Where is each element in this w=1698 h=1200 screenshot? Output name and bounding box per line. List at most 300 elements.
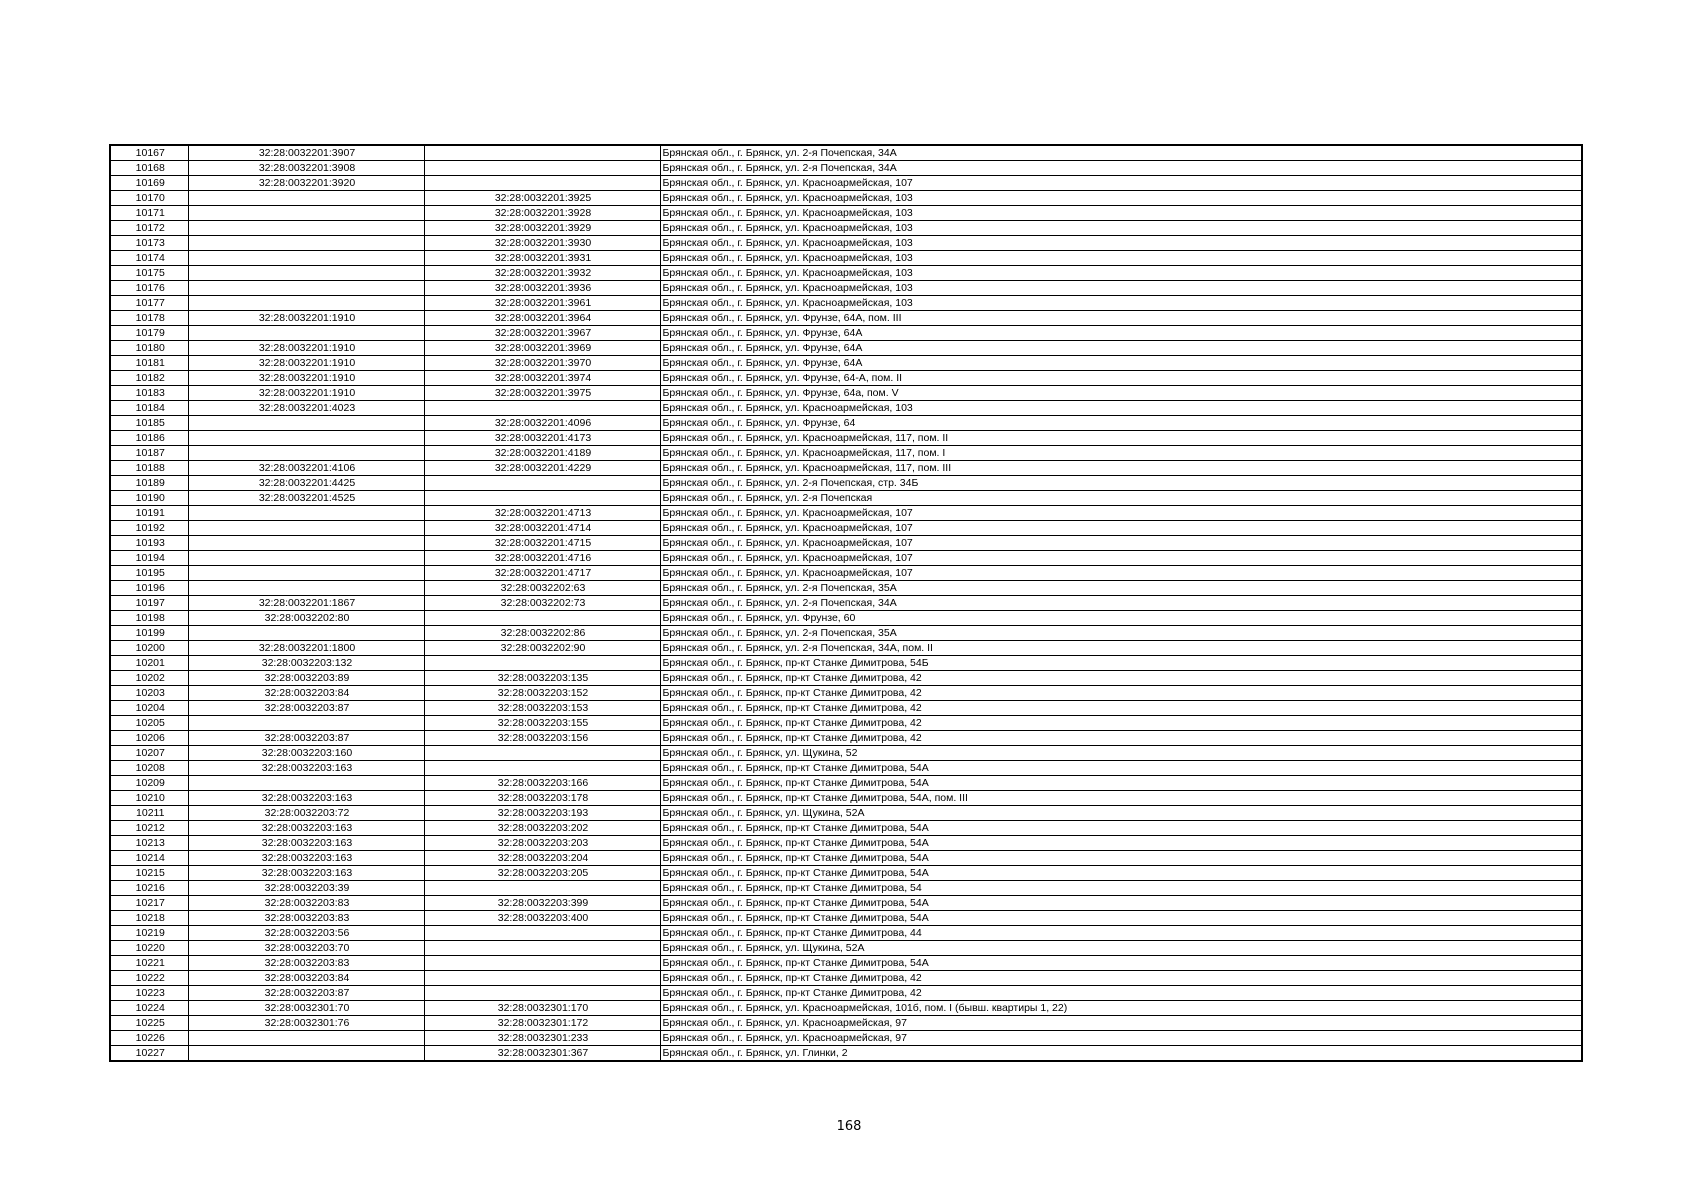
table-row — [110, 821, 1582, 836]
object-cadastral-number-cell: 32:28:0032201:3974 — [424, 371, 660, 386]
object-cadastral-number-cell — [424, 881, 660, 896]
cadastral-number-cell — [188, 1046, 424, 1062]
cadastral-number-cell: 32:28:0032203:163 — [188, 791, 424, 806]
object-cadastral-number-cell: 32:28:0032301:233 — [424, 1031, 660, 1046]
row-number-cell: 10192 — [110, 521, 188, 536]
object-cadastral-number-cell: 32:28:0032202:73 — [424, 596, 660, 611]
address-cell: Брянская обл., г. Брянск, ул. Красноармейская, 103 — [660, 221, 1582, 236]
row-number-cell: 10211 — [110, 806, 188, 821]
address-cell: Брянская обл., г. Брянск, ул. 2-я Почепская, стр. 34Б — [660, 476, 1582, 491]
row-number-cell: 10223 — [110, 986, 188, 1001]
row-number-cell: 10188 — [110, 461, 188, 476]
table-row — [110, 941, 1582, 956]
row-number-cell: 10218 — [110, 911, 188, 926]
object-cadastral-number-cell: 32:28:0032203:400 — [424, 911, 660, 926]
address-cell: Брянская обл., г. Брянск, ул. 2-я Почепская, 35А — [660, 626, 1582, 641]
object-cadastral-number-cell: 32:28:0032301:172 — [424, 1016, 660, 1031]
cadastral-number-cell — [188, 191, 424, 206]
cadastral-number-cell: 32:28:0032203:56 — [188, 926, 424, 941]
cadastral-number-cell: 32:28:0032203:89 — [188, 671, 424, 686]
table-row — [110, 626, 1582, 641]
table-row — [110, 401, 1582, 416]
table-row — [110, 356, 1582, 371]
table-row — [110, 746, 1582, 761]
table-row — [110, 281, 1582, 296]
cadastral-number-cell: 32:28:0032203:83 — [188, 896, 424, 911]
address-cell: Брянская обл., г. Брянск, ул. Фрунзе, 64А — [660, 356, 1582, 371]
address-cell: Брянская обл., г. Брянск, ул. Красноармейская, 107 — [660, 551, 1582, 566]
address-cell: Брянская обл., г. Брянск, ул. Красноармейская, 107 — [660, 536, 1582, 551]
cadastral-number-cell — [188, 776, 424, 791]
row-number-cell: 10220 — [110, 941, 188, 956]
table-row — [110, 521, 1582, 536]
cadastral-number-cell — [188, 566, 424, 581]
address-cell: Брянская обл., г. Брянск, ул. Фрунзе, 60 — [660, 611, 1582, 626]
table-row — [110, 506, 1582, 521]
address-cell: Брянская обл., г. Брянск, ул. Красноармейская, 97 — [660, 1031, 1582, 1046]
address-cell: Брянская обл., г. Брянск, пр-кт Станке Димитрова, 42 — [660, 731, 1582, 746]
row-number-cell: 10186 — [110, 431, 188, 446]
table-row — [110, 296, 1582, 311]
row-number-cell: 10182 — [110, 371, 188, 386]
cadastral-number-cell — [188, 416, 424, 431]
address-cell: Брянская обл., г. Брянск, ул. Фрунзе, 64А, пом. III — [660, 311, 1582, 326]
table-row — [110, 311, 1582, 326]
object-cadastral-number-cell — [424, 956, 660, 971]
row-number-cell: 10210 — [110, 791, 188, 806]
row-number-cell: 10169 — [110, 176, 188, 191]
object-cadastral-number-cell: 32:28:0032203:152 — [424, 686, 660, 701]
table-row — [110, 1031, 1582, 1046]
object-cadastral-number-cell: 32:28:0032203:202 — [424, 821, 660, 836]
row-number-cell: 10202 — [110, 671, 188, 686]
object-cadastral-number-cell — [424, 926, 660, 941]
row-number-cell: 10206 — [110, 731, 188, 746]
table-row — [110, 701, 1582, 716]
object-cadastral-number-cell: 32:28:0032201:4715 — [424, 536, 660, 551]
cadastral-number-cell: 32:28:0032203:70 — [188, 941, 424, 956]
address-cell: Брянская обл., г. Брянск, ул. Красноармейская, 107 — [660, 176, 1582, 191]
address-cell: Брянская обл., г. Брянск, ул. Щукина, 52А — [660, 941, 1582, 956]
row-number-cell: 10177 — [110, 296, 188, 311]
table-row — [110, 581, 1582, 596]
object-cadastral-number-cell: 32:28:0032201:3961 — [424, 296, 660, 311]
address-cell: Брянская обл., г. Брянск, ул. 2-я Почепская — [660, 491, 1582, 506]
table-row — [110, 491, 1582, 506]
row-number-cell: 10201 — [110, 656, 188, 671]
cadastral-number-cell: 32:28:0032201:4425 — [188, 476, 424, 491]
address-cell: Брянская обл., г. Брянск, пр-кт Станке Димитрова, 54А — [660, 866, 1582, 881]
cadastral-number-cell: 32:28:0032202:80 — [188, 611, 424, 626]
table-row — [110, 446, 1582, 461]
cadastral-number-cell: 32:28:0032203:83 — [188, 956, 424, 971]
cadastral-number-cell — [188, 446, 424, 461]
address-cell: Брянская обл., г. Брянск, ул. Фрунзе, 64 — [660, 416, 1582, 431]
address-cell: Брянская обл., г. Брянск, ул. Фрунзе, 64А — [660, 341, 1582, 356]
row-number-cell: 10198 — [110, 611, 188, 626]
cadastral-number-cell — [188, 1031, 424, 1046]
row-number-cell: 10195 — [110, 566, 188, 581]
row-number-cell: 10214 — [110, 851, 188, 866]
row-number-cell: 10172 — [110, 221, 188, 236]
row-number-cell: 10181 — [110, 356, 188, 371]
row-number-cell: 10191 — [110, 506, 188, 521]
table-row — [110, 566, 1582, 581]
address-cell: Брянская обл., г. Брянск, пр-кт Станке Димитрова, 44 — [660, 926, 1582, 941]
table-row — [110, 986, 1582, 1001]
address-cell: Брянская обл., г. Брянск, ул. 2-я Почепская, 34А — [660, 145, 1582, 161]
table-row — [110, 731, 1582, 746]
cadastral-number-cell: 32:28:0032201:3920 — [188, 176, 424, 191]
address-cell: Брянская обл., г. Брянск, ул. Фрунзе, 64А — [660, 326, 1582, 341]
row-number-cell: 10205 — [110, 716, 188, 731]
table-row — [110, 431, 1582, 446]
cadastral-number-cell: 32:28:0032301:76 — [188, 1016, 424, 1031]
object-cadastral-number-cell: 32:28:0032202:63 — [424, 581, 660, 596]
row-number-cell: 10217 — [110, 896, 188, 911]
cadastral-number-cell: 32:28:0032203:163 — [188, 761, 424, 776]
cadastral-number-cell — [188, 431, 424, 446]
table-row — [110, 206, 1582, 221]
cadastral-number-cell — [188, 551, 424, 566]
object-cadastral-number-cell: 32:28:0032203:155 — [424, 716, 660, 731]
table-row — [110, 611, 1582, 626]
object-cadastral-number-cell: 32:28:0032201:4717 — [424, 566, 660, 581]
object-cadastral-number-cell: 32:28:0032201:4714 — [424, 521, 660, 536]
cadastral-number-cell — [188, 206, 424, 221]
address-cell: Брянская обл., г. Брянск, ул. 2-я Почепская, 34А, пом. II — [660, 641, 1582, 656]
cadastral-number-cell: 32:28:0032201:1800 — [188, 641, 424, 656]
row-number-cell: 10178 — [110, 311, 188, 326]
object-cadastral-number-cell: 32:28:0032201:4096 — [424, 416, 660, 431]
cadastral-number-cell: 32:28:0032203:39 — [188, 881, 424, 896]
table-row — [110, 236, 1582, 251]
cadastral-number-cell: 32:28:0032201:1910 — [188, 341, 424, 356]
address-cell: Брянская обл., г. Брянск, ул. Красноармейская, 117, пом. I — [660, 446, 1582, 461]
object-cadastral-number-cell: 32:28:0032201:3932 — [424, 266, 660, 281]
cadastral-number-cell: 32:28:0032201:4023 — [188, 401, 424, 416]
row-number-cell: 10225 — [110, 1016, 188, 1031]
cadastral-number-cell: 32:28:0032203:163 — [188, 866, 424, 881]
object-cadastral-number-cell: 32:28:0032202:86 — [424, 626, 660, 641]
address-cell: Брянская обл., г. Брянск, пр-кт Станке Димитрова, 54А — [660, 956, 1582, 971]
object-cadastral-number-cell: 32:28:0032203:135 — [424, 671, 660, 686]
object-cadastral-number-cell: 32:28:0032201:3928 — [424, 206, 660, 221]
cadastral-number-cell: 32:28:0032203:84 — [188, 971, 424, 986]
object-cadastral-number-cell — [424, 491, 660, 506]
address-cell: Брянская обл., г. Брянск, пр-кт Станке Димитрова, 54 — [660, 881, 1582, 896]
table-row — [110, 656, 1582, 671]
table-row — [110, 791, 1582, 806]
object-cadastral-number-cell: 32:28:0032203:399 — [424, 896, 660, 911]
object-cadastral-number-cell: 32:28:0032201:3925 — [424, 191, 660, 206]
row-number-cell: 10193 — [110, 536, 188, 551]
row-number-cell: 10176 — [110, 281, 188, 296]
address-cell: Брянская обл., г. Брянск, ул. Глинки, 2 — [660, 1046, 1582, 1062]
object-cadastral-number-cell: 32:28:0032201:3967 — [424, 326, 660, 341]
row-number-cell: 10187 — [110, 446, 188, 461]
table-row — [110, 671, 1582, 686]
address-cell: Брянская обл., г. Брянск, пр-кт Станке Димитрова, 54А — [660, 761, 1582, 776]
row-number-cell: 10224 — [110, 1001, 188, 1016]
cadastral-number-cell — [188, 281, 424, 296]
address-cell: Брянская обл., г. Брянск, ул. Красноармейская, 97 — [660, 1016, 1582, 1031]
row-number-cell: 10221 — [110, 956, 188, 971]
table-row — [110, 686, 1582, 701]
row-number-cell: 10208 — [110, 761, 188, 776]
table-row — [110, 176, 1582, 191]
object-cadastral-number-cell: 32:28:0032201:3931 — [424, 251, 660, 266]
object-cadastral-number-cell — [424, 971, 660, 986]
object-cadastral-number-cell: 32:28:0032203:153 — [424, 701, 660, 716]
cadastral-number-cell: 32:28:0032201:4525 — [188, 491, 424, 506]
cadastral-number-cell — [188, 236, 424, 251]
address-cell: Брянская обл., г. Брянск, пр-кт Станке Димитрова, 54А — [660, 836, 1582, 851]
cadastral-number-cell: 32:28:0032203:87 — [188, 986, 424, 1001]
row-number-cell: 10174 — [110, 251, 188, 266]
table-row — [110, 161, 1582, 176]
table-row — [110, 716, 1582, 731]
address-cell: Брянская обл., г. Брянск, ул. Красноармейская, 103 — [660, 251, 1582, 266]
table-row — [110, 251, 1582, 266]
object-cadastral-number-cell: 32:28:0032203:166 — [424, 776, 660, 791]
object-cadastral-number-cell: 32:28:0032203:156 — [424, 731, 660, 746]
row-number-cell: 10171 — [110, 206, 188, 221]
object-cadastral-number-cell: 32:28:0032201:4189 — [424, 446, 660, 461]
row-number-cell: 10197 — [110, 596, 188, 611]
table-row — [110, 461, 1582, 476]
object-cadastral-number-cell: 32:28:0032203:203 — [424, 836, 660, 851]
address-cell: Брянская обл., г. Брянск, ул. Фрунзе, 64а, пом. V — [660, 386, 1582, 401]
row-number-cell: 10167 — [110, 145, 188, 161]
object-cadastral-number-cell: 32:28:0032201:3970 — [424, 356, 660, 371]
cadastral-number-cell: 32:28:0032203:87 — [188, 701, 424, 716]
address-cell: Брянская обл., г. Брянск, ул. Красноармейская, 117, пом. II — [660, 431, 1582, 446]
object-cadastral-number-cell — [424, 401, 660, 416]
row-number-cell: 10227 — [110, 1046, 188, 1062]
row-number-cell: 10194 — [110, 551, 188, 566]
object-cadastral-number-cell: 32:28:0032201:3936 — [424, 281, 660, 296]
address-cell: Брянская обл., г. Брянск, ул. Красноармейская, 103 — [660, 191, 1582, 206]
object-cadastral-number-cell: 32:28:0032201:4716 — [424, 551, 660, 566]
cadastral-number-cell — [188, 326, 424, 341]
address-cell: Брянская обл., г. Брянск, ул. 2-я Почепская, 34А — [660, 161, 1582, 176]
table-row — [110, 851, 1582, 866]
cadastral-number-cell — [188, 581, 424, 596]
table-row — [110, 776, 1582, 791]
address-cell: Брянская обл., г. Брянск, пр-кт Станке Димитрова, 42 — [660, 716, 1582, 731]
address-cell: Брянская обл., г. Брянск, ул. Щукина, 52А — [660, 806, 1582, 821]
cadastral-number-cell: 32:28:0032203:163 — [188, 836, 424, 851]
object-cadastral-number-cell: 32:28:0032201:3964 — [424, 311, 660, 326]
address-cell: Брянская обл., г. Брянск, ул. Красноармейская, 103 — [660, 401, 1582, 416]
address-cell: Брянская обл., г. Брянск, ул. Красноармейская, 117, пом. III — [660, 461, 1582, 476]
address-cell: Брянская обл., г. Брянск, пр-кт Станке Димитрова, 54А — [660, 821, 1582, 836]
table-row — [110, 191, 1582, 206]
row-number-cell: 10222 — [110, 971, 188, 986]
address-cell: Брянская обл., г. Брянск, ул. Красноармейская, 103 — [660, 266, 1582, 281]
row-number-cell: 10219 — [110, 926, 188, 941]
row-number-cell: 10168 — [110, 161, 188, 176]
object-cadastral-number-cell: 32:28:0032201:3969 — [424, 341, 660, 356]
object-cadastral-number-cell: 32:28:0032202:90 — [424, 641, 660, 656]
address-cell: Брянская обл., г. Брянск, пр-кт Станке Димитрова, 54Б — [660, 656, 1582, 671]
object-cadastral-number-cell — [424, 656, 660, 671]
object-cadastral-number-cell — [424, 161, 660, 176]
object-cadastral-number-cell: 32:28:0032201:3929 — [424, 221, 660, 236]
page-number: 168 — [836, 1119, 862, 1134]
row-number-cell: 10196 — [110, 581, 188, 596]
row-number-cell: 10185 — [110, 416, 188, 431]
address-cell: Брянская обл., г. Брянск, ул. Красноармейская, 107 — [660, 506, 1582, 521]
object-cadastral-number-cell — [424, 145, 660, 161]
address-cell: Брянская обл., г. Брянск, пр-кт Станке Димитрова, 54А — [660, 851, 1582, 866]
row-number-cell: 10170 — [110, 191, 188, 206]
cadastral-number-cell — [188, 251, 424, 266]
address-cell: Брянская обл., г. Брянск, ул. Красноармейская, 107 — [660, 521, 1582, 536]
object-cadastral-number-cell: 32:28:0032301:170 — [424, 1001, 660, 1016]
cadastral-number-cell: 32:28:0032203:84 — [188, 686, 424, 701]
cadastral-number-cell — [188, 296, 424, 311]
row-number-cell: 10226 — [110, 1031, 188, 1046]
table-row — [110, 341, 1582, 356]
row-number-cell: 10175 — [110, 266, 188, 281]
table-row — [110, 806, 1582, 821]
cadastral-number-cell: 32:28:0032201:4106 — [188, 461, 424, 476]
cadastral-number-cell — [188, 221, 424, 236]
cadastral-number-cell — [188, 506, 424, 521]
cadastral-number-cell: 32:28:0032203:163 — [188, 821, 424, 836]
object-cadastral-number-cell: 32:28:0032203:178 — [424, 791, 660, 806]
row-number-cell: 10215 — [110, 866, 188, 881]
object-cadastral-number-cell: 32:28:0032201:4713 — [424, 506, 660, 521]
cadastral-number-cell: 32:28:0032203:132 — [188, 656, 424, 671]
table-row — [110, 221, 1582, 236]
table-row — [110, 881, 1582, 896]
cadastral-number-cell: 32:28:0032201:1910 — [188, 371, 424, 386]
object-cadastral-number-cell: 32:28:0032203:204 — [424, 851, 660, 866]
table-row — [110, 371, 1582, 386]
cadastral-number-cell: 32:28:0032201:3908 — [188, 161, 424, 176]
table-row — [110, 911, 1582, 926]
cadastral-number-cell: 32:28:0032203:87 — [188, 731, 424, 746]
object-cadastral-number-cell: 32:28:0032201:4229 — [424, 461, 660, 476]
address-cell: Брянская обл., г. Брянск, ул. Фрунзе, 64-А, пом. II — [660, 371, 1582, 386]
cadastral-number-cell: 32:28:0032201:3907 — [188, 145, 424, 161]
cadastral-number-cell — [188, 536, 424, 551]
cadastral-number-cell — [188, 266, 424, 281]
address-cell: Брянская обл., г. Брянск, пр-кт Станке Димитрова, 42 — [660, 686, 1582, 701]
address-cell: Брянская обл., г. Брянск, пр-кт Станке Димитрова, 54А — [660, 911, 1582, 926]
address-cell: Брянская обл., г. Брянск, ул. 2-я Почепская, 35А — [660, 581, 1582, 596]
cadastral-number-cell: 32:28:0032201:1867 — [188, 596, 424, 611]
table-row — [110, 536, 1582, 551]
object-cadastral-number-cell: 32:28:0032203:205 — [424, 866, 660, 881]
address-cell: Брянская обл., г. Брянск, пр-кт Станке Димитрова, 54А — [660, 896, 1582, 911]
row-number-cell: 10204 — [110, 701, 188, 716]
table-row — [110, 866, 1582, 881]
cadastral-number-cell: 32:28:0032201:1910 — [188, 356, 424, 371]
cadastral-number-cell: 32:28:0032301:70 — [188, 1001, 424, 1016]
address-cell: Брянская обл., г. Брянск, ул. Щукина, 52 — [660, 746, 1582, 761]
cadastral-number-cell: 32:28:0032203:83 — [188, 911, 424, 926]
table-row — [110, 326, 1582, 341]
address-cell: Брянская обл., г. Брянск, пр-кт Станке Димитрова, 54А, пом. III — [660, 791, 1582, 806]
table-row — [110, 476, 1582, 491]
row-number-cell: 10180 — [110, 341, 188, 356]
cadastral-number-cell — [188, 521, 424, 536]
address-cell: Брянская обл., г. Брянск, ул. Красноармейская, 107 — [660, 566, 1582, 581]
object-cadastral-number-cell — [424, 176, 660, 191]
object-cadastral-number-cell: 32:28:0032201:4173 — [424, 431, 660, 446]
address-cell: Брянская обл., г. Брянск, пр-кт Станке Димитрова, 54А — [660, 776, 1582, 791]
cadastral-number-cell — [188, 626, 424, 641]
address-cell: Брянская обл., г. Брянск, ул. 2-я Почепская, 34А — [660, 596, 1582, 611]
row-number-cell: 10200 — [110, 641, 188, 656]
address-cell: Брянская обл., г. Брянск, пр-кт Станке Димитрова, 42 — [660, 986, 1582, 1001]
address-cell: Брянская обл., г. Брянск, ул. Красноармейская, 103 — [660, 281, 1582, 296]
address-cell: Брянская обл., г. Брянск, ул. Красноармейская, 103 — [660, 206, 1582, 221]
row-number-cell: 10183 — [110, 386, 188, 401]
table-row — [110, 416, 1582, 431]
table-row — [110, 896, 1582, 911]
object-cadastral-number-cell: 32:28:0032201:3930 — [424, 236, 660, 251]
row-number-cell: 10173 — [110, 236, 188, 251]
row-number-cell: 10213 — [110, 836, 188, 851]
table-row — [110, 971, 1582, 986]
table-row — [110, 386, 1582, 401]
row-number-cell: 10207 — [110, 746, 188, 761]
row-number-cell: 10179 — [110, 326, 188, 341]
address-cell: Брянская обл., г. Брянск, пр-кт Станке Димитрова, 42 — [660, 971, 1582, 986]
address-cell: Брянская обл., г. Брянск, пр-кт Станке Димитрова, 42 — [660, 701, 1582, 716]
row-number-cell: 10209 — [110, 776, 188, 791]
table-row — [110, 1001, 1582, 1016]
table-row — [110, 926, 1582, 941]
table-row — [110, 1046, 1582, 1062]
row-number-cell: 10190 — [110, 491, 188, 506]
table-row — [110, 836, 1582, 851]
row-number-cell: 10212 — [110, 821, 188, 836]
cadastral-number-cell: 32:28:0032203:72 — [188, 806, 424, 821]
table-row — [110, 641, 1582, 656]
address-cell: Брянская обл., г. Брянск, ул. Красноармейская, 101б, пом. I (бывш. квартиры 1, 22) — [660, 1001, 1582, 1016]
object-cadastral-number-cell — [424, 476, 660, 491]
object-cadastral-number-cell — [424, 746, 660, 761]
table-row — [110, 266, 1582, 281]
register-table-container — [109, 144, 1583, 1062]
row-number-cell: 10184 — [110, 401, 188, 416]
register-table-body — [110, 145, 1582, 1061]
object-cadastral-number-cell — [424, 941, 660, 956]
row-number-cell: 10203 — [110, 686, 188, 701]
cadastral-number-cell: 32:28:0032203:160 — [188, 746, 424, 761]
table-row — [110, 1016, 1582, 1031]
row-number-cell: 10199 — [110, 626, 188, 641]
address-cell: Брянская обл., г. Брянск, ул. Красноармейская, 103 — [660, 236, 1582, 251]
object-cadastral-number-cell — [424, 986, 660, 1001]
row-number-cell: 10189 — [110, 476, 188, 491]
table-row — [110, 551, 1582, 566]
cadastral-number-cell: 32:28:0032203:163 — [188, 851, 424, 866]
address-cell: Брянская обл., г. Брянск, ул. Красноармейская, 103 — [660, 296, 1582, 311]
object-cadastral-number-cell — [424, 761, 660, 776]
object-cadastral-number-cell — [424, 611, 660, 626]
object-cadastral-number-cell: 32:28:0032201:3975 — [424, 386, 660, 401]
object-cadastral-number-cell: 32:28:0032203:193 — [424, 806, 660, 821]
cadastral-number-cell — [188, 716, 424, 731]
table-row — [110, 145, 1582, 161]
